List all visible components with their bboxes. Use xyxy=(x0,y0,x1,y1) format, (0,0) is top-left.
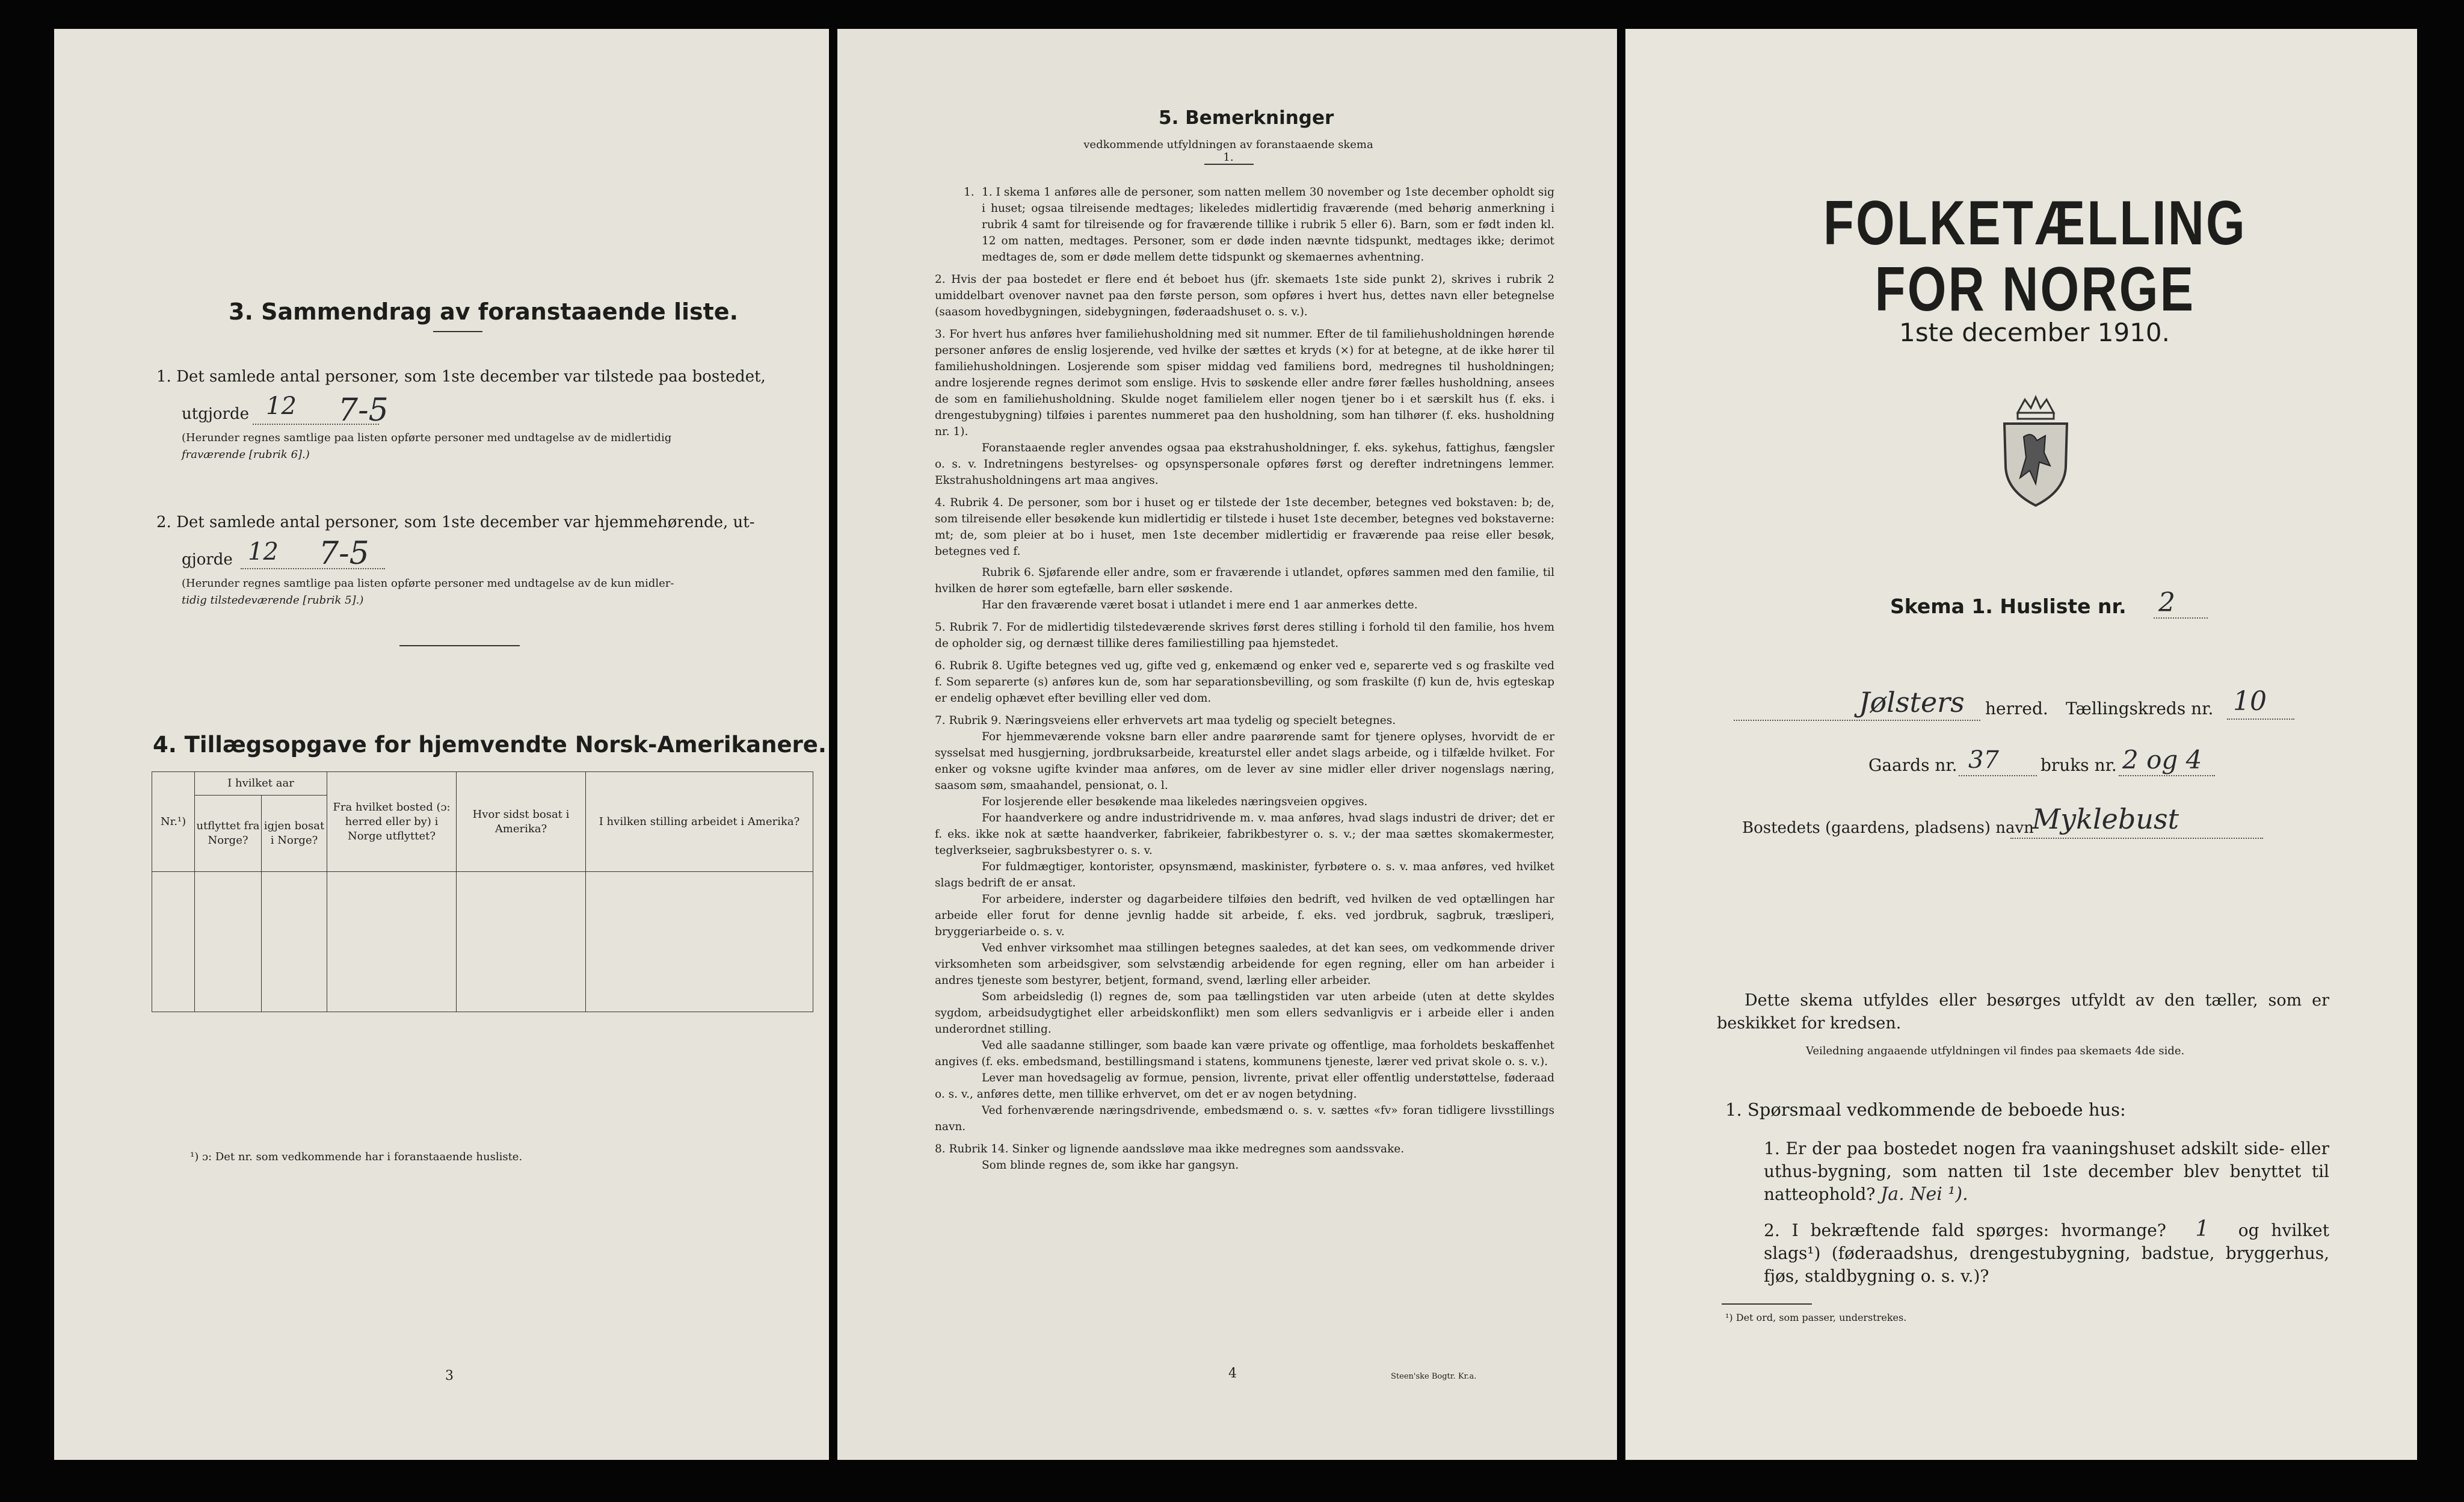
remarks-title: 5. Bemerkninger xyxy=(1159,107,1334,129)
remark-7: 7. Rubrik 9. Næringsveiens eller erhvervets art maa tydelig og specielt betegnes. xyxy=(935,714,1396,727)
instruction-text: Dette skema utfyldes eller besørges utfyldt av den tæller, som er beskikket for kredsen. xyxy=(1717,991,2329,1033)
remark-7g: Ved enhver virksomhet maa stillingen betegnes saaledes, at det kan sees, om vedkommende driver virksomheten som arbeidsgiver, som selvstændig arbeidende for egen regning, eller om han arbeider i andres tjeneste som bestyrer, betjent, formand, svend, lærling eller arbeider. xyxy=(935,942,1554,987)
section4-footnote: ¹) ɔ: Det nr. som vedkommende har i foranstaaende husliste. xyxy=(190,1151,523,1163)
table-row xyxy=(152,973,813,1012)
herred-label: herred. xyxy=(1985,699,2048,719)
remark-7h: Som arbeidsledig (l) regnes de, som paa tællingstiden var uten arbeide (uten at dette skyldes sygdom, arbeidsudygtighet eller arbeidskonflikt) men som ellers sedvanligvis er i arbeide eller i anden underordnet stilling. xyxy=(935,991,1554,1036)
summary-item1-utgjorde: utgjorde xyxy=(182,405,250,423)
question-1: 1. Er der paa bostedet nogen fra vaaningshuset adskilt side- eller uthus-bygning, som natten til 1ste december blev benyttet til natteophold? Ja. Nei ¹). xyxy=(1764,1139,2329,1205)
printer-mark: Steen'ske Bogtr. Kr.a. xyxy=(1391,1372,1477,1381)
col-fra-bosted: Fra hvilket bosted (ɔ: herred eller by) i Norge utflyttet? xyxy=(327,772,457,872)
kreds-value: 10 xyxy=(2233,686,2267,717)
remark-7c: For losjerende eller besøkende maa likeledes næringsveien opgives. xyxy=(982,796,1368,808)
col-nr: Nr.¹) xyxy=(152,772,195,872)
col-hvor-amerika: Hvor sidst bosat i Amerika? xyxy=(457,772,586,872)
remark-3b: Foranstaaende regler anvendes ogsaa paa ekstrahusholdninger, f. eks. sykehus, fattighus, fængsler o. s. v. Indretningens bestyrelses- og opsynspersonale opføres først og derefter indretningens lemmer. Ekstrahusholdningens art maa angives. xyxy=(935,442,1554,487)
dotted-line xyxy=(2119,775,2215,776)
summary-item2-line: 2. Det samlede antal personer, som 1ste december var hjemmehørende, ut- xyxy=(156,513,755,531)
remark-6: 6. Rubrik 8. Ugifte betegnes ved ug, gifte ved g, enkemænd og enker ved e, separerte ved s og fraskilte ved f. Som separerte (s) anføres kun de, som har separationsbevilling, og som fraskilte (f) kun de, hvis egteskap er endelig ophævet efter bevilling eller ved dom. xyxy=(935,660,1554,705)
divider xyxy=(1722,1303,1812,1305)
remark-7k: Ved forhenværende næringsdrivende, embedsmænd o. s. v. sættes «fv» foran tidligere livsstillings navn. xyxy=(935,1104,1554,1133)
section3-title: 3. Sammendrag av foranstaaende liste. xyxy=(229,298,739,325)
remark-7i: Ved alle saadanne stillinger, som baade kan være private og offentlige, maa forholdets beskaffenhet angives (f. eks. embedsmand, bestillingsmand i statens, kommunens tjeneste, lærer ved privat skole o. s. v.). xyxy=(935,1039,1554,1068)
norsk-amerikanere-table xyxy=(152,771,813,1012)
summary-item1-note: (Herunder regnes samtlige paa listen opførte personer med undtagelse av de midlertidig fraværende [rubrik 6].) xyxy=(182,431,672,461)
gaards-label: Gaards nr. xyxy=(1868,755,1957,775)
summary-item2-utgjorde: gjorde xyxy=(182,551,233,569)
remark-7b: For hjemmeværende voksne barn eller andre paarørende samt for tjenere oplyses, hvorvidt de er sysselsat med husgjerning, jordbruksarbeide, kreaturstel eller andet slags arbeide, og i tilfælde hvilket. For enker og voksne ugifte kvinder maa anføres, om de lever av sine midler eller driver nogenslags næring, saasom søm, smaahandel, pensionat, o. l. xyxy=(935,731,1554,792)
bosted-value: Myklebust xyxy=(2032,803,2179,835)
remark-3: 3. For hvert hus anføres hver familiehusholdning med sit nummer. Efter de til familiehusholdningen hørende personer anføres de enslig losjerende, ved hvilke der sættes et kryds (×) for at betegne, at de ikke hører til familiehusholdningen. Losjerende som spiser middag ved familiens bord, medregnes til husholdningen; andre losjerende regnes derimot som enslige. Hvis to søskende eller andre fører fælles husholdning, ansees de som en familiehusholdning. Skulde noget familielem eller nogen tjener bo i et særskilt hus (f. eks. i drengestubygning) tilføies i parentes nummeret paa den husholdning, som han tilhører (f. eks. husholdning nr. 1). xyxy=(935,328,1554,438)
remark-4c: Har den fraværende været bosat i utlandet i mere end 1 aar anmerkes dette. xyxy=(982,599,1418,611)
question-2-count: 1 xyxy=(2195,1217,2210,1241)
col-stilling: I hvilken stilling arbeidet i Amerika? xyxy=(586,772,813,872)
remark-8: 8. Rubrik 14. Sinker og lignende aandssløve maa ikke medregnes som aandssvake. xyxy=(935,1143,1405,1155)
col-group-year: I hvilket aar xyxy=(195,772,327,796)
remark-7j: Lever man hovedsagelig av formue, pension, livrente, privat eller offentlig understøttelse, føderaad o. s. v., anføres dette, men tillike erhvervet, om det er av nogen betydning. xyxy=(935,1072,1554,1101)
husliste-nr-value: 2 xyxy=(2158,587,2175,618)
divider xyxy=(399,645,520,646)
remark-7d: For haandverkere og andre industridrivende m. v. maa anføres, hvad slags industri de driver; det er f. eks. ikke nok at sætte haandverker, fabrikeier, fabrikbestyrer o. s. v.; der maa sættes skomakermester, teglverkseier, sagbruksbestyrer o. s. v. xyxy=(935,812,1554,857)
instruction-note: Veiledning angaaende utfyldningen vil findes paa skemaets 4de side. xyxy=(1806,1045,2185,1057)
remark-4b: Rubrik 6. Sjøfarende eller andre, som er fraværende i utlandet, opføres sammen med den familie, til hvilken de hører som egtefælle, barn eller søskende. xyxy=(935,566,1554,595)
skema-label: Skema 1. Husliste nr. xyxy=(1890,595,2127,618)
remark-2: 2. Hvis der paa bostedet er flere end ét beboet hus (jfr. skemaets 1ste side punkt 2), skrives i rubrik 2 umiddelbart ovenover navnet paa den første person, som opføres i hvert hus, dettes navn eller betegnelse (saasom hovedbygningen, sidebygningen, føderaadshuset o. s. v.). xyxy=(935,273,1554,318)
footnote: ¹) Det ord, som passer, understrekes. xyxy=(1725,1312,1907,1323)
coat-of-arms-icon xyxy=(1994,395,2078,509)
remark-4: 4. Rubrik 4. De personer, som bor i huset og er tilstede der 1ste december, betegnes ved bokstaven: b; de, som tilreisende eller besøkende kun midlertidig er tilstede i huset 1ste december, betegnes ved bokstaverne: mt; de, som pleier at bo i huset, men 1ste december midlertidig er fraværende paa reise eller besøk, betegnes ved f. xyxy=(935,496,1554,558)
table-row xyxy=(152,897,813,923)
summary-item2-value-b: 7-5 xyxy=(319,536,369,572)
question-2: 2. I bekræftende fald spørges: hvormange? 1 og hvilket slags¹) (føderaadshus, drengestubygning, badstue, bryggerhus, fjøs, staldbygning o. s. v.)? xyxy=(1764,1217,2329,1286)
remark-7e: For fuldmægtiger, kontorister, opsynsmænd, maskinister, fyrbøtere o. s. v. maa anføres, ved hvilket slags bedrift de er ansat. xyxy=(935,861,1554,889)
bruks-label: bruks nr. xyxy=(2040,755,2117,775)
dotted-line xyxy=(1734,720,1980,721)
page-right xyxy=(1625,29,2417,1460)
divider xyxy=(433,331,482,332)
page-left xyxy=(54,29,829,1460)
remark-5: 5. Rubrik 7. For de midlertidig tilstedeværende skrives først deres stilling i forhold til den familie, hos hvem de opholder sig, og dernæst tillike deres familiestilling paa hjemstedet. xyxy=(935,621,1554,650)
summary-item1-value-b: 7-5 xyxy=(338,392,389,428)
section4-title: 4. Tillægsopgave for hjemvendte Norsk-Amerikanere. xyxy=(153,732,827,758)
page-middle xyxy=(837,29,1617,1460)
summary-item1-line: 1. Det samlede antal personer, som 1ste december var tilstede paa bostedet, xyxy=(156,368,766,386)
dotted-line xyxy=(2227,719,2294,720)
bosted-label: Bostedets (gaardens, pladsens) navn xyxy=(1742,819,2034,837)
table-row xyxy=(152,923,813,948)
census-date: 1ste december 1910. xyxy=(1899,318,2170,347)
kreds-label: Tællingskreds nr. xyxy=(2066,699,2214,719)
divider xyxy=(1204,164,1254,165)
dotted-line xyxy=(2010,838,2263,839)
question-heading: 1. Spørsmaal vedkommende de beboede hus: xyxy=(1725,1099,2126,1120)
bruks-value: 2 og 4 xyxy=(2122,745,2202,774)
summary-item2-note: (Herunder regnes samtlige paa listen opførte personer med undtagelse av de kun midler- tidig tilstedeværende [rubrik 5].) xyxy=(182,577,674,607)
dotted-line xyxy=(1959,775,2037,776)
remarks-text xyxy=(935,184,1554,1173)
summary-item1-value-a: 12 xyxy=(266,392,297,420)
gaards-value: 37 xyxy=(1968,746,1999,774)
remark-7f: For arbeidere, inderster og dagarbeidere tilføies den bedrift, ved hvilken de ved optællingen har arbeide eller forut for denne jevnlig hadde sit arbeide, f. eks. ved jordbruk, sagbruk, træsliperi, bryggeriarbeide o. s. v. xyxy=(935,893,1554,938)
summary-item2-value-a: 12 xyxy=(248,538,279,566)
remark-1: 1. 1. I skema 1 anføres alle de personer, som natten mellem 30 november og 1ste december opholdt sig i huset; ogsaa tilreisende medtages; likeledes midlertidig fraværende (med behørig anmerkning i rubrik 4 samt for tilreisende og for fraværende tillike i rubrik 5 eller 6). Barn, som er født inden kl. 12 om natten, medtages. Personer, som er døde inden nævnte tidspunkt, medtages ikke; derimot medtages de, som er døde mellem dette tidspunkt og skemaernes avhentning. xyxy=(964,186,1554,264)
col-igjen-bosat: igjen bosat i Norge? xyxy=(262,796,327,872)
herred-value: Jølsters xyxy=(1859,686,1965,719)
remark-8b: Som blinde regnes de, som ikke har gangsyn. xyxy=(982,1159,1239,1172)
census-title: FOLKETÆLLING FOR NORGE xyxy=(1823,188,2247,324)
remarks-subtitle: vedkommende utfyldningen av foranstaaende skema 1. xyxy=(1083,138,1373,164)
page-number: 4 xyxy=(1228,1366,1237,1381)
table-row xyxy=(152,872,813,898)
table-row xyxy=(152,948,813,973)
col-utflyttet: utflyttet fra Norge? xyxy=(195,796,262,872)
question-1-answer: Ja. Nei ¹). xyxy=(1880,1184,1968,1205)
page-number: 3 xyxy=(445,1368,454,1383)
